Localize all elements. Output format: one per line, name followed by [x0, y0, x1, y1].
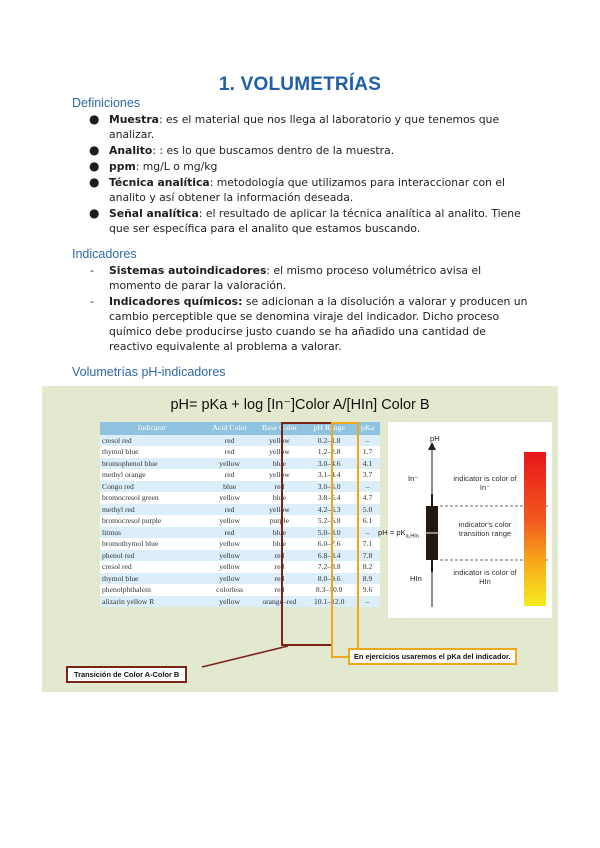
definicion-term: Señal analítica — [109, 207, 199, 220]
acid-color-cell: yellow — [204, 573, 256, 585]
pka-value-cell: 9.6 — [355, 584, 380, 596]
definicion-term: Analito — [109, 144, 153, 157]
pka-value-cell: 8.2 — [355, 561, 380, 573]
base-color-cell: red — [256, 573, 304, 585]
ph-range-cell: 5.2–6.8 — [303, 515, 355, 527]
bullet-icon: ● — [89, 206, 100, 220]
ph-range-cell: 8.0–9.6 — [303, 573, 355, 585]
indicador-text: se adicionan a la disolución a valorar y producen un cambio perceptible que se denomina viraje del indicador. Dicho proceso químico debe producirse justo cuando se ha añadido una cantidad de reactivo equivalente al problema a valorar. — [109, 295, 528, 353]
indicador-term: Sistemas autoindicadores — [109, 264, 267, 277]
ph-range-cell: 6.0–7.6 — [303, 538, 355, 550]
indicador-item — [88, 263, 528, 293]
ph-range-cell: 3.0–5.0 — [303, 481, 355, 493]
definicion-text: : es el material que nos llega al laboratorio y que tenemos que analizar. — [109, 113, 500, 141]
definicion-text: : metodología que utilizamos para interaccionar con el analito y así obtener la información deseada. — [109, 176, 506, 204]
indicator-name-cell: bromocresol purple — [100, 515, 204, 527]
definicion-item — [84, 175, 524, 205]
indicadores-list — [88, 263, 528, 355]
dash-marker: - — [90, 264, 94, 277]
section-definiciones: Definiciones — [72, 96, 141, 110]
pka-value-cell: 3.7 — [355, 469, 380, 481]
definicion-term: Muestra — [109, 113, 159, 126]
definicion-item — [84, 206, 524, 236]
definicion-term: ppm — [109, 160, 136, 173]
ph-range-cell: 5.0–8.0 — [303, 527, 355, 539]
pka-value-cell: – — [355, 435, 380, 447]
pka-value-cell: 4.1 — [355, 458, 380, 470]
indicator-name-cell: methyl red — [100, 504, 204, 516]
indicador-item — [88, 294, 528, 354]
indicador-text: : el mismo proceso volumétrico avisa el momento de parar la valoración. — [109, 264, 482, 292]
header-base-color: Base Color — [256, 422, 304, 435]
acid-color-cell: colorless — [204, 584, 256, 596]
indicator-name-cell: cresol red — [100, 561, 204, 573]
definicion-text: : mg/L o mg/kg — [135, 160, 218, 173]
acid-color-cell: yellow — [204, 538, 256, 550]
indicator-name-cell: thymol blue — [100, 573, 204, 585]
definicion-text: : el resultado de aplicar la técnica analítica al analito. Tiene que ser específica para el analito que estamos buscando. — [109, 207, 521, 235]
indicator-name-cell: bromophenol blue — [100, 458, 204, 470]
ph-axis-label: pH — [430, 434, 440, 443]
base-color-cell: blue — [256, 527, 304, 539]
ph-range-cell: 10.1–12.0 — [303, 596, 355, 608]
indicator-name-cell: phenolphthalein — [100, 584, 204, 596]
definicion-text: : : es lo que buscamos dentro de la muestra. — [152, 144, 395, 157]
definicion-term: Técnica analítica — [109, 176, 210, 189]
ph-diagram — [378, 422, 552, 618]
indicator-name-cell: cresol red — [100, 435, 204, 447]
ph-range-cell: 3.1–4.4 — [303, 469, 355, 481]
ph-range-cell: 4.2–6.3 — [303, 504, 355, 516]
base-color-cell: orange–red — [256, 596, 304, 608]
base-color-cell: red — [256, 481, 304, 493]
indicator-name-cell: methyl orange — [100, 469, 204, 481]
base-color-cell: blue — [256, 492, 304, 504]
header-pka: pKa — [355, 422, 380, 435]
header-ph-range: pH Range — [303, 422, 355, 435]
pka-value-cell: 7.8 — [355, 550, 380, 562]
transition-connector — [202, 646, 288, 667]
indicator-name-cell: litmus — [100, 527, 204, 539]
hin-label: HIn — [410, 574, 422, 583]
base-color-cell: red — [256, 584, 304, 596]
indicator-name-cell: Congo red — [100, 481, 204, 493]
callout-pka: En ejercicios usaremos el pKa del indicador. — [348, 648, 517, 665]
figure-equation: pH= pKa + log [In⁻]Color A/[HIn] Color B — [170, 397, 430, 413]
base-color-cell: yellow — [256, 435, 304, 447]
bullet-icon: ● — [89, 175, 100, 189]
pka-label-main: pH = pK — [378, 528, 406, 537]
definicion-item — [84, 159, 524, 174]
acid-color-cell: red — [204, 469, 256, 481]
callout-transition: Transición de Color A-Color B — [66, 666, 187, 683]
pka-highlight-box — [331, 422, 359, 658]
pka-value-cell: 4.7 — [355, 492, 380, 504]
bullet-icon: ● — [89, 112, 100, 126]
acid-color-cell: yellow — [204, 515, 256, 527]
base-color-cell: yellow — [256, 469, 304, 481]
pka-value-cell: – — [355, 596, 380, 608]
ph-range-cell: 1.2–2.8 — [303, 446, 355, 458]
acid-color-cell: red — [204, 527, 256, 539]
header-acid-color: Acid Color — [204, 422, 256, 435]
acid-color-cell: red — [204, 435, 256, 447]
section-indicadores: Indicadores — [72, 247, 137, 261]
pka-label-sub: a,HIn — [405, 533, 419, 540]
acid-color-cell: yellow — [204, 458, 256, 470]
indicator-name-cell: alizarin yellow R — [100, 596, 204, 608]
region-bot-label: indicator is color of HIn — [453, 568, 517, 586]
base-color-cell: red — [256, 561, 304, 573]
base-color-cell: blue — [256, 458, 304, 470]
indicator-name-cell: phenol red — [100, 550, 204, 562]
ph-range-cell: 3.8–5.4 — [303, 492, 355, 504]
definicion-item — [84, 112, 524, 142]
ph-range-cell: 0.2–1.8 — [303, 435, 355, 447]
acid-color-cell: yellow — [204, 492, 256, 504]
ph-range-highlight-box — [281, 422, 333, 646]
ph-range-cell: 7.2–8.8 — [303, 561, 355, 573]
pka-value-cell: – — [355, 527, 380, 539]
pka-value-cell: 5.0 — [355, 504, 380, 516]
page-title: 1. VOLUMETRÍAS — [218, 74, 382, 95]
indicator-name-cell: thymol blue — [100, 446, 204, 458]
definicion-item — [84, 143, 524, 158]
ph-range-cell: 3.0–4.6 — [303, 458, 355, 470]
region-top-label: indicator is color of In⁻ — [453, 474, 517, 492]
acid-color-cell: yellow — [204, 550, 256, 562]
base-color-cell: yellow — [256, 446, 304, 458]
color-gradient-bar — [524, 452, 546, 606]
acid-color-cell: red — [204, 504, 256, 516]
pka-label — [378, 528, 419, 540]
bullet-icon: ● — [89, 159, 100, 173]
ph-indicator-figure — [42, 386, 558, 692]
base-color-cell: purple — [256, 515, 304, 527]
header-indicator: Indicator — [100, 422, 204, 435]
region-mid-label: indicator's color transition range — [458, 520, 512, 538]
ph-range-cell: 6.8–8.4 — [303, 550, 355, 562]
base-color-cell: red — [256, 550, 304, 562]
section-volumetrias-ph: Volumetrías pH-indicadores — [72, 365, 226, 379]
pka-value-cell: 1.7 — [355, 446, 380, 458]
pka-value-cell: – — [355, 481, 380, 493]
dash-marker: - — [90, 295, 94, 308]
indicador-term: Indicadores químicos: — [109, 295, 243, 308]
pka-value-cell: 6.1 — [355, 515, 380, 527]
pka-value-cell: 8.9 — [355, 573, 380, 585]
acid-color-cell: blue — [204, 481, 256, 493]
acid-color-cell: red — [204, 446, 256, 458]
ph-range-cell: 8.3–10.0 — [303, 584, 355, 596]
in-minus-label: In⁻ — [408, 474, 419, 483]
pka-value-cell: 7.1 — [355, 538, 380, 550]
bullet-icon: ● — [89, 143, 100, 157]
acid-color-cell: yellow — [204, 596, 256, 608]
indicator-name-cell: bromothymol blue — [100, 538, 204, 550]
definiciones-list — [84, 112, 524, 237]
indicator-name-cell: bromocresol green — [100, 492, 204, 504]
base-color-cell: yellow — [256, 504, 304, 516]
ph-axis-arrow — [428, 442, 436, 450]
base-color-cell: blue — [256, 538, 304, 550]
acid-color-cell: yellow — [204, 561, 256, 573]
